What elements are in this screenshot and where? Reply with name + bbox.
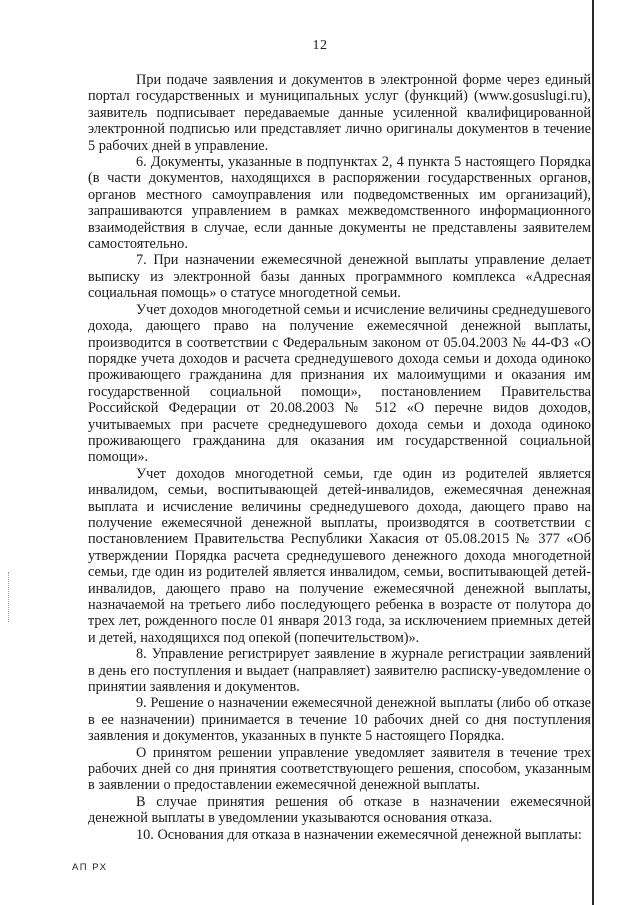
paragraph-disabled-family-income: Учет доходов многодетной семьи, где один из родителей является инвалидом, семьи, воспитывающей детей-инвалидов, ежемесячная денежная выплата и исчисление величины среднедушевого дохода, дающего право на получение ежемесячной денежной выплаты, производятся в соответствии с постановлением Правительства Республики Хакасия от 05.08.2015 № 377 «Об утверждении Порядка расчета среднедушевого денежного дохода многодетной семьи, где один из родителей является инвалидом, семьи, воспитывающей детей-инвалидов, дающего право на получение ежемесячной денежной выплаты, назначаемой на третьего либо последующего ребенка в возрасте от полутора до трех лет, рожденного после 01 января 2013 года, за исключением приемных детей и детей, находящихся под опекой (попечительством)». [88,465,591,646]
paragraph-income-accounting: Учет доходов многодетной семьи и исчисление величины среднедушевого дохода, дающего право на получение ежемесячной денежной выплаты, производится в соответствии с Федеральным законом от 05.04.2003 № 44-ФЗ «О порядке учета доходов и расчета среднедушевого дохода семьи и дохода одиноко проживающего гражданина для признания их малоимущими и оказания им государственной социальной помощи», постановлением Правительства Российской Федерации от 20.08.2003 № 512 «О перечне видов доходов, учитываемых при расчете среднедушевого дохода семьи и дохода одиноко проживающего гражданина для оказания им государственной социальной помощи». [88,301,591,466]
paragraph-item-9: 9. Решение о назначении ежемесячной денежной выплаты (либо об отказе в ее назначении) принимается в течение 10 рабочих дней со дня поступления заявления и документов, указанных в пункте 5 настоящего Порядка. [88,695,591,745]
paragraph-item-10: 10. Основания для отказа в назначении ежемесячной денежной выплаты: [136,826,582,843]
paragraph-item-6: 6. Документы, указанные в подпунктах 2, 4 пункта 5 настоящего Порядка (в части документов, находящихся в распоряжении государственных органов, органов местного самоуправления или подведомственных им организаций), запрашиваются управлением в рамках межведомственного информационного взаимодействия в случае, если данные документы не представлены заявителем самостоятельно. [88,154,591,253]
paragraph-item-7: 7. При назначении ежемесячной денежной выплаты управление делает выписку из электронной базы данных программного комплекса «Адресная социальная помощь» о статусе многодетной семьи. [88,252,591,302]
paragraph-electronic-submission: При подаче заявления и документов в электронной форме через единый портал государственных и муниципальных услуг (функций) (www.gosuslugi.ru), заявитель подписывает передаваемые данные усиленной квалифицированной электронной подписью или представляет лично оригиналы документов в течение 5 рабочих дней в управление. [88,72,591,154]
paragraph-refusal-grounds-notice: В случае принятия решения об отказе в назначении ежемесячной денежной выплаты в уведомлении указываются основания отказа. [88,793,591,827]
scan-margin-mark [8,572,10,622]
paragraph-decision-notice: О принятом решении управление уведомляет заявителя в течение трех рабочих дней со дня принятия соответствующего решения, способом, указанным в заявлении о предоставлении ежемесячной денежной выплаты. [88,744,591,794]
paragraph-item-8: 8. Управление регистрирует заявление в журнале регистрации заявлений в день его поступления и выдает (направляет) заявителю расписку-уведомление о принятии заявления и документов. [88,646,591,696]
footer-mark: АП РХ [72,862,108,873]
scan-page-edge [592,0,594,905]
page-number: 12 [312,38,328,53]
document-body [88,72,591,843]
